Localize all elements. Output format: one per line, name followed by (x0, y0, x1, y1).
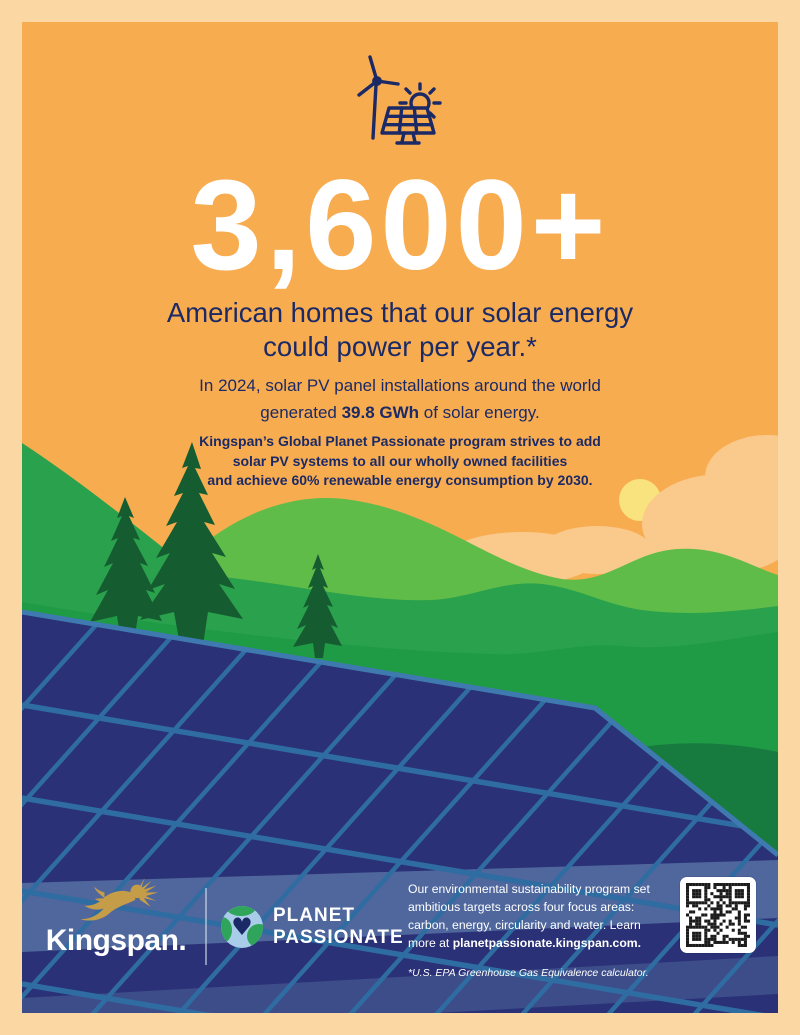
planet-passionate-url: planetpassionate.kingspan.com. (452, 936, 641, 950)
footer-divider (205, 888, 207, 965)
heart-glyph: ♥ (231, 913, 253, 941)
footnote: *U.S. EPA Greenhouse Gas Equivalence calculator. (408, 967, 649, 979)
poster-text-layer (22, 22, 778, 1013)
kingspan-wordmark: Kingspan. (45, 924, 187, 957)
planet-passionate-logo (220, 905, 404, 949)
headline-line1: American homes that our solar energy (166, 297, 634, 328)
context-line1: In 2024, solar PV panel installations around the world (199, 376, 601, 395)
headline-line2: could power per year.* (263, 331, 537, 362)
turbine-pole (373, 85, 376, 138)
program-line2: solar PV systems to all our wholly owned facilities (232, 452, 568, 469)
program-text (22, 432, 778, 491)
poster-canvas (22, 22, 778, 1013)
program-line3: and achieve 60% renewable energy consumption by 2030. (207, 472, 593, 488)
footer-blurb: Our environmental sustainability program set ambitious targets across four focus areas: carbon, energy, circularity and water. Learn more at planetpassionate.kingspan.com. (408, 882, 650, 950)
context-line2: generated 39.8 GWh of solar energy. (260, 403, 540, 422)
planet-passionate-globe-heart-icon (220, 905, 264, 949)
qr-code (680, 877, 756, 953)
context-highlight: 39.8 GWh (341, 403, 420, 422)
program-line1: Kingspan’s Global Planet Passionate program strives to add (199, 433, 601, 449)
planet-passionate-text: PLANET PASSIONATE (273, 905, 404, 948)
kingspan-lion-icon (68, 875, 164, 925)
headline (22, 296, 778, 364)
icon-solar-panel (382, 108, 434, 143)
kingspan-logo (41, 875, 191, 957)
qr-code-pattern (686, 883, 750, 947)
stat-value: 3,600+ (190, 154, 610, 297)
wind-turbine-solar-panel-sun-icon (352, 53, 442, 148)
context-text (22, 372, 778, 426)
